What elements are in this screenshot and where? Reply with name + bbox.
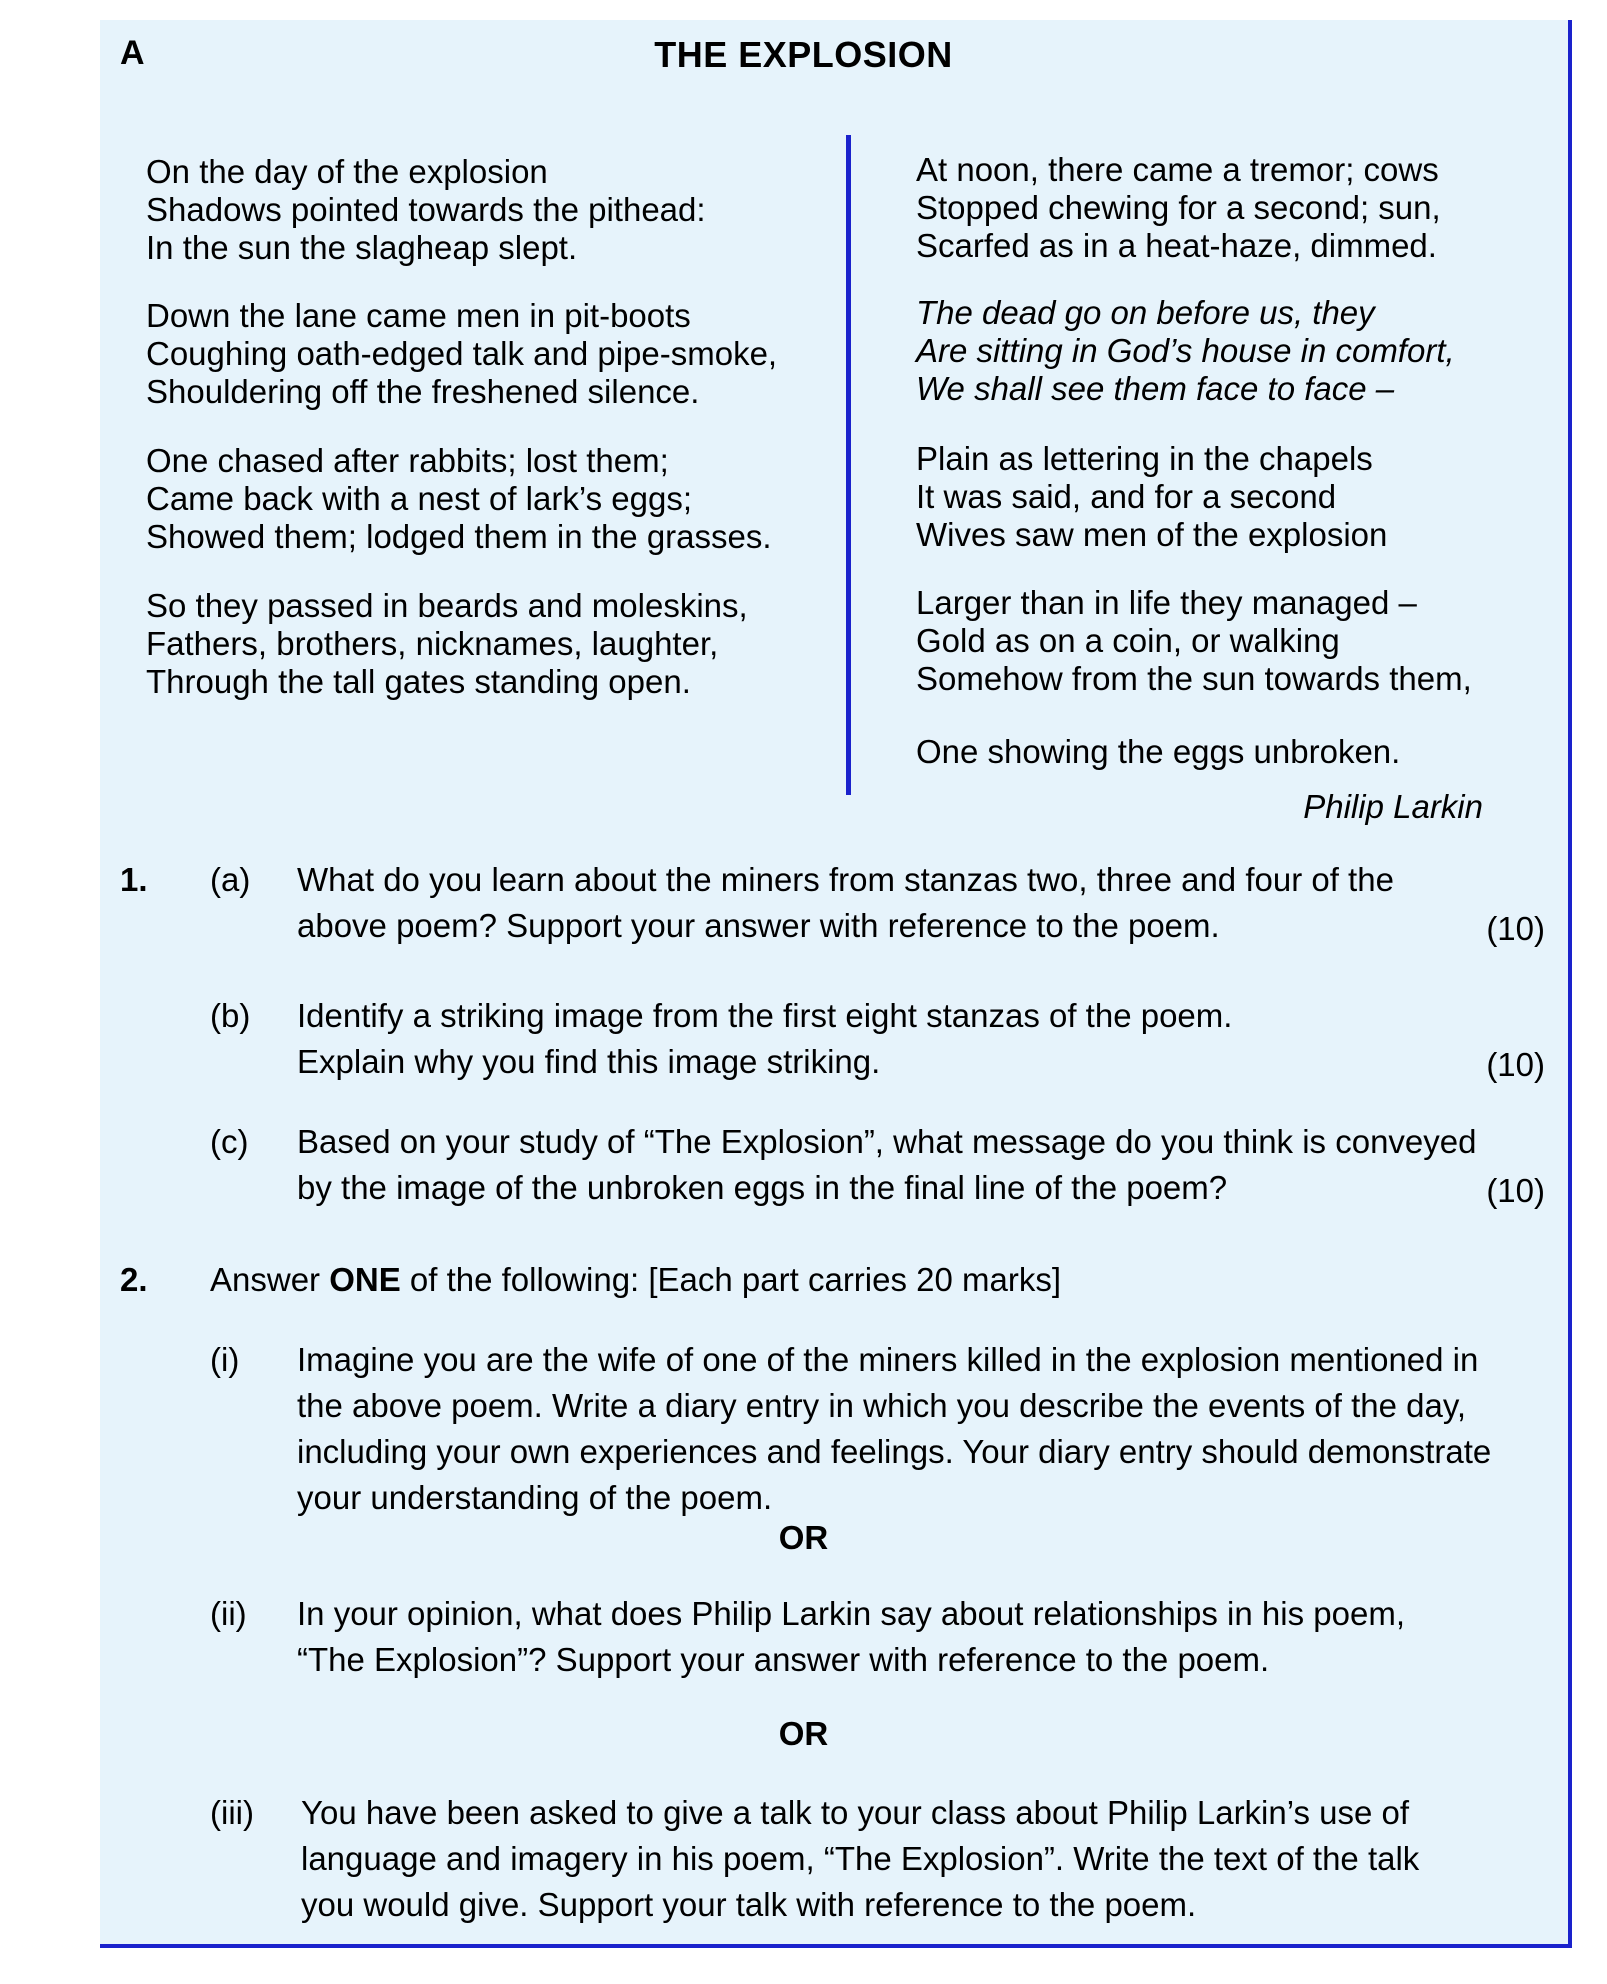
question-line: you would give. Support your talk with reference to the poem. [301, 1886, 1197, 1923]
poem-line: Wives saw men of the explosion [916, 516, 1388, 553]
question-2ii-text [297, 1591, 1405, 1683]
question-2-intro [210, 1257, 1061, 1303]
intro-emphasis: ONE [329, 1261, 401, 1298]
question-line: including your own experiences and feelings. Your diary entry should demonstrate [297, 1433, 1492, 1470]
or-separator: OR [778, 1715, 829, 1752]
question-2-number: 2. [120, 1261, 148, 1298]
poem-line: So they passed in beards and moleskins, [146, 587, 748, 624]
question-line: the above poem. Write a diary entry in which you describe the events of the day, [297, 1387, 1467, 1424]
poem-line: Gold as on a coin, or walking [916, 622, 1340, 659]
poem-stanza-4 [146, 587, 748, 701]
poem-author: Philip Larkin [1303, 788, 1483, 825]
question-1b-marks: (10) [1486, 1046, 1545, 1083]
question-2iii-text [301, 1790, 1419, 1928]
poem-stanza-3 [146, 442, 772, 556]
question-1a-marks: (10) [1486, 910, 1545, 947]
question-line: above poem? Support your answer with reference to the poem. [297, 907, 1220, 944]
poem-line: One showing the eggs unbroken. [916, 733, 1401, 770]
poem-title: THE EXPLOSION [654, 34, 953, 75]
poem-stanza-9 [916, 733, 1400, 771]
poem-stanza-8 [916, 584, 1472, 698]
poem-line: Down the lane came men in pit-boots [146, 297, 691, 334]
poem-line: Are sitting in God’s house in comfort, [916, 332, 1455, 369]
poem-line: Showed them; lodged them in the grasses. [146, 518, 772, 555]
poem-line: One chased after rabbits; lost them; [146, 442, 669, 479]
poem-stanza-7 [916, 440, 1387, 554]
question-line: You have been asked to give a talk to your class about Philip Larkin’s use of [301, 1794, 1410, 1831]
question-line: Based on your study of “The Explosion”, what message do you think is conveyed [297, 1123, 1477, 1160]
poem-line: Larger than in life they managed – [916, 584, 1417, 621]
question-2i-label: (i) [210, 1341, 240, 1378]
question-1c-text [297, 1119, 1476, 1211]
poem-line: Somehow from the sun towards them, [916, 660, 1472, 697]
column-divider [846, 135, 851, 795]
question-2ii-label: (ii) [210, 1595, 247, 1632]
poem-line: The dead go on before us, they [916, 294, 1375, 331]
question-line: Imagine you are the wife of one of the miners killed in the explosion mentioned in [297, 1341, 1479, 1378]
poem-stanza-6 [916, 294, 1455, 408]
question-1-number: 1. [120, 861, 148, 898]
poem-line: Plain as lettering in the chapels [916, 440, 1373, 477]
poem-line: Fathers, brothers, nicknames, laughter, [146, 625, 719, 662]
question-2iii-label: (iii) [210, 1794, 254, 1831]
poem-line: Shouldering off the freshened silence. [146, 373, 700, 410]
question-line: Identify a striking image from the first eight stanzas of the poem. [297, 997, 1233, 1034]
question-line: Explain why you find this image striking. [297, 1043, 881, 1080]
question-1c-label: (c) [210, 1123, 249, 1160]
question-2i-text [297, 1337, 1491, 1521]
question-1a-text [297, 857, 1394, 949]
question-line: your understanding of the poem. [297, 1479, 773, 1516]
poem-stanza-1 [146, 153, 706, 267]
question-line: What do you learn about the miners from stanzas two, three and four of the [297, 861, 1394, 898]
poem-line: Came back with a nest of lark’s eggs; [146, 480, 692, 517]
poem-line: Coughing oath-edged talk and pipe-smoke, [146, 335, 778, 372]
question-line: by the image of the unbroken eggs in the final line of the poem? [297, 1169, 1228, 1206]
question-1c-marks: (10) [1486, 1172, 1545, 1209]
poem-line: We shall see them face to face – [916, 370, 1395, 407]
poem-stanza-2 [146, 297, 777, 411]
question-line: language and imagery in his poem, “The Explosion”. Write the text of the talk [301, 1840, 1420, 1877]
poem-line: Scarfed as in a heat-haze, dimmed. [916, 227, 1437, 264]
poem-line: Shadows pointed towards the pithead: [146, 191, 706, 228]
poem-line: In the sun the slagheap slept. [146, 229, 578, 266]
or-separator: OR [778, 1519, 829, 1556]
intro-text: of the following: [Each part carries 20 marks] [400, 1261, 1062, 1298]
poem-stanza-5 [916, 151, 1441, 265]
question-1b-label: (b) [210, 997, 251, 1034]
poem-line: At noon, there came a tremor; cows [916, 151, 1439, 188]
question-1b-text [297, 993, 1232, 1085]
question-line: “The Explosion”? Support your answer with reference to the poem. [297, 1641, 1270, 1678]
poem-line: On the day of the explosion [146, 153, 548, 190]
question-line: In your opinion, what does Philip Larkin say about relationships in his poem, [297, 1595, 1405, 1632]
poem-line: Through the tall gates standing open. [146, 663, 691, 700]
poem-line: It was said, and for a second [916, 478, 1337, 515]
intro-text: Answer [210, 1261, 330, 1298]
section-letter: A [120, 34, 145, 72]
poem-line: Stopped chewing for a second; sun, [916, 189, 1441, 226]
question-1a-label: (a) [210, 861, 251, 898]
